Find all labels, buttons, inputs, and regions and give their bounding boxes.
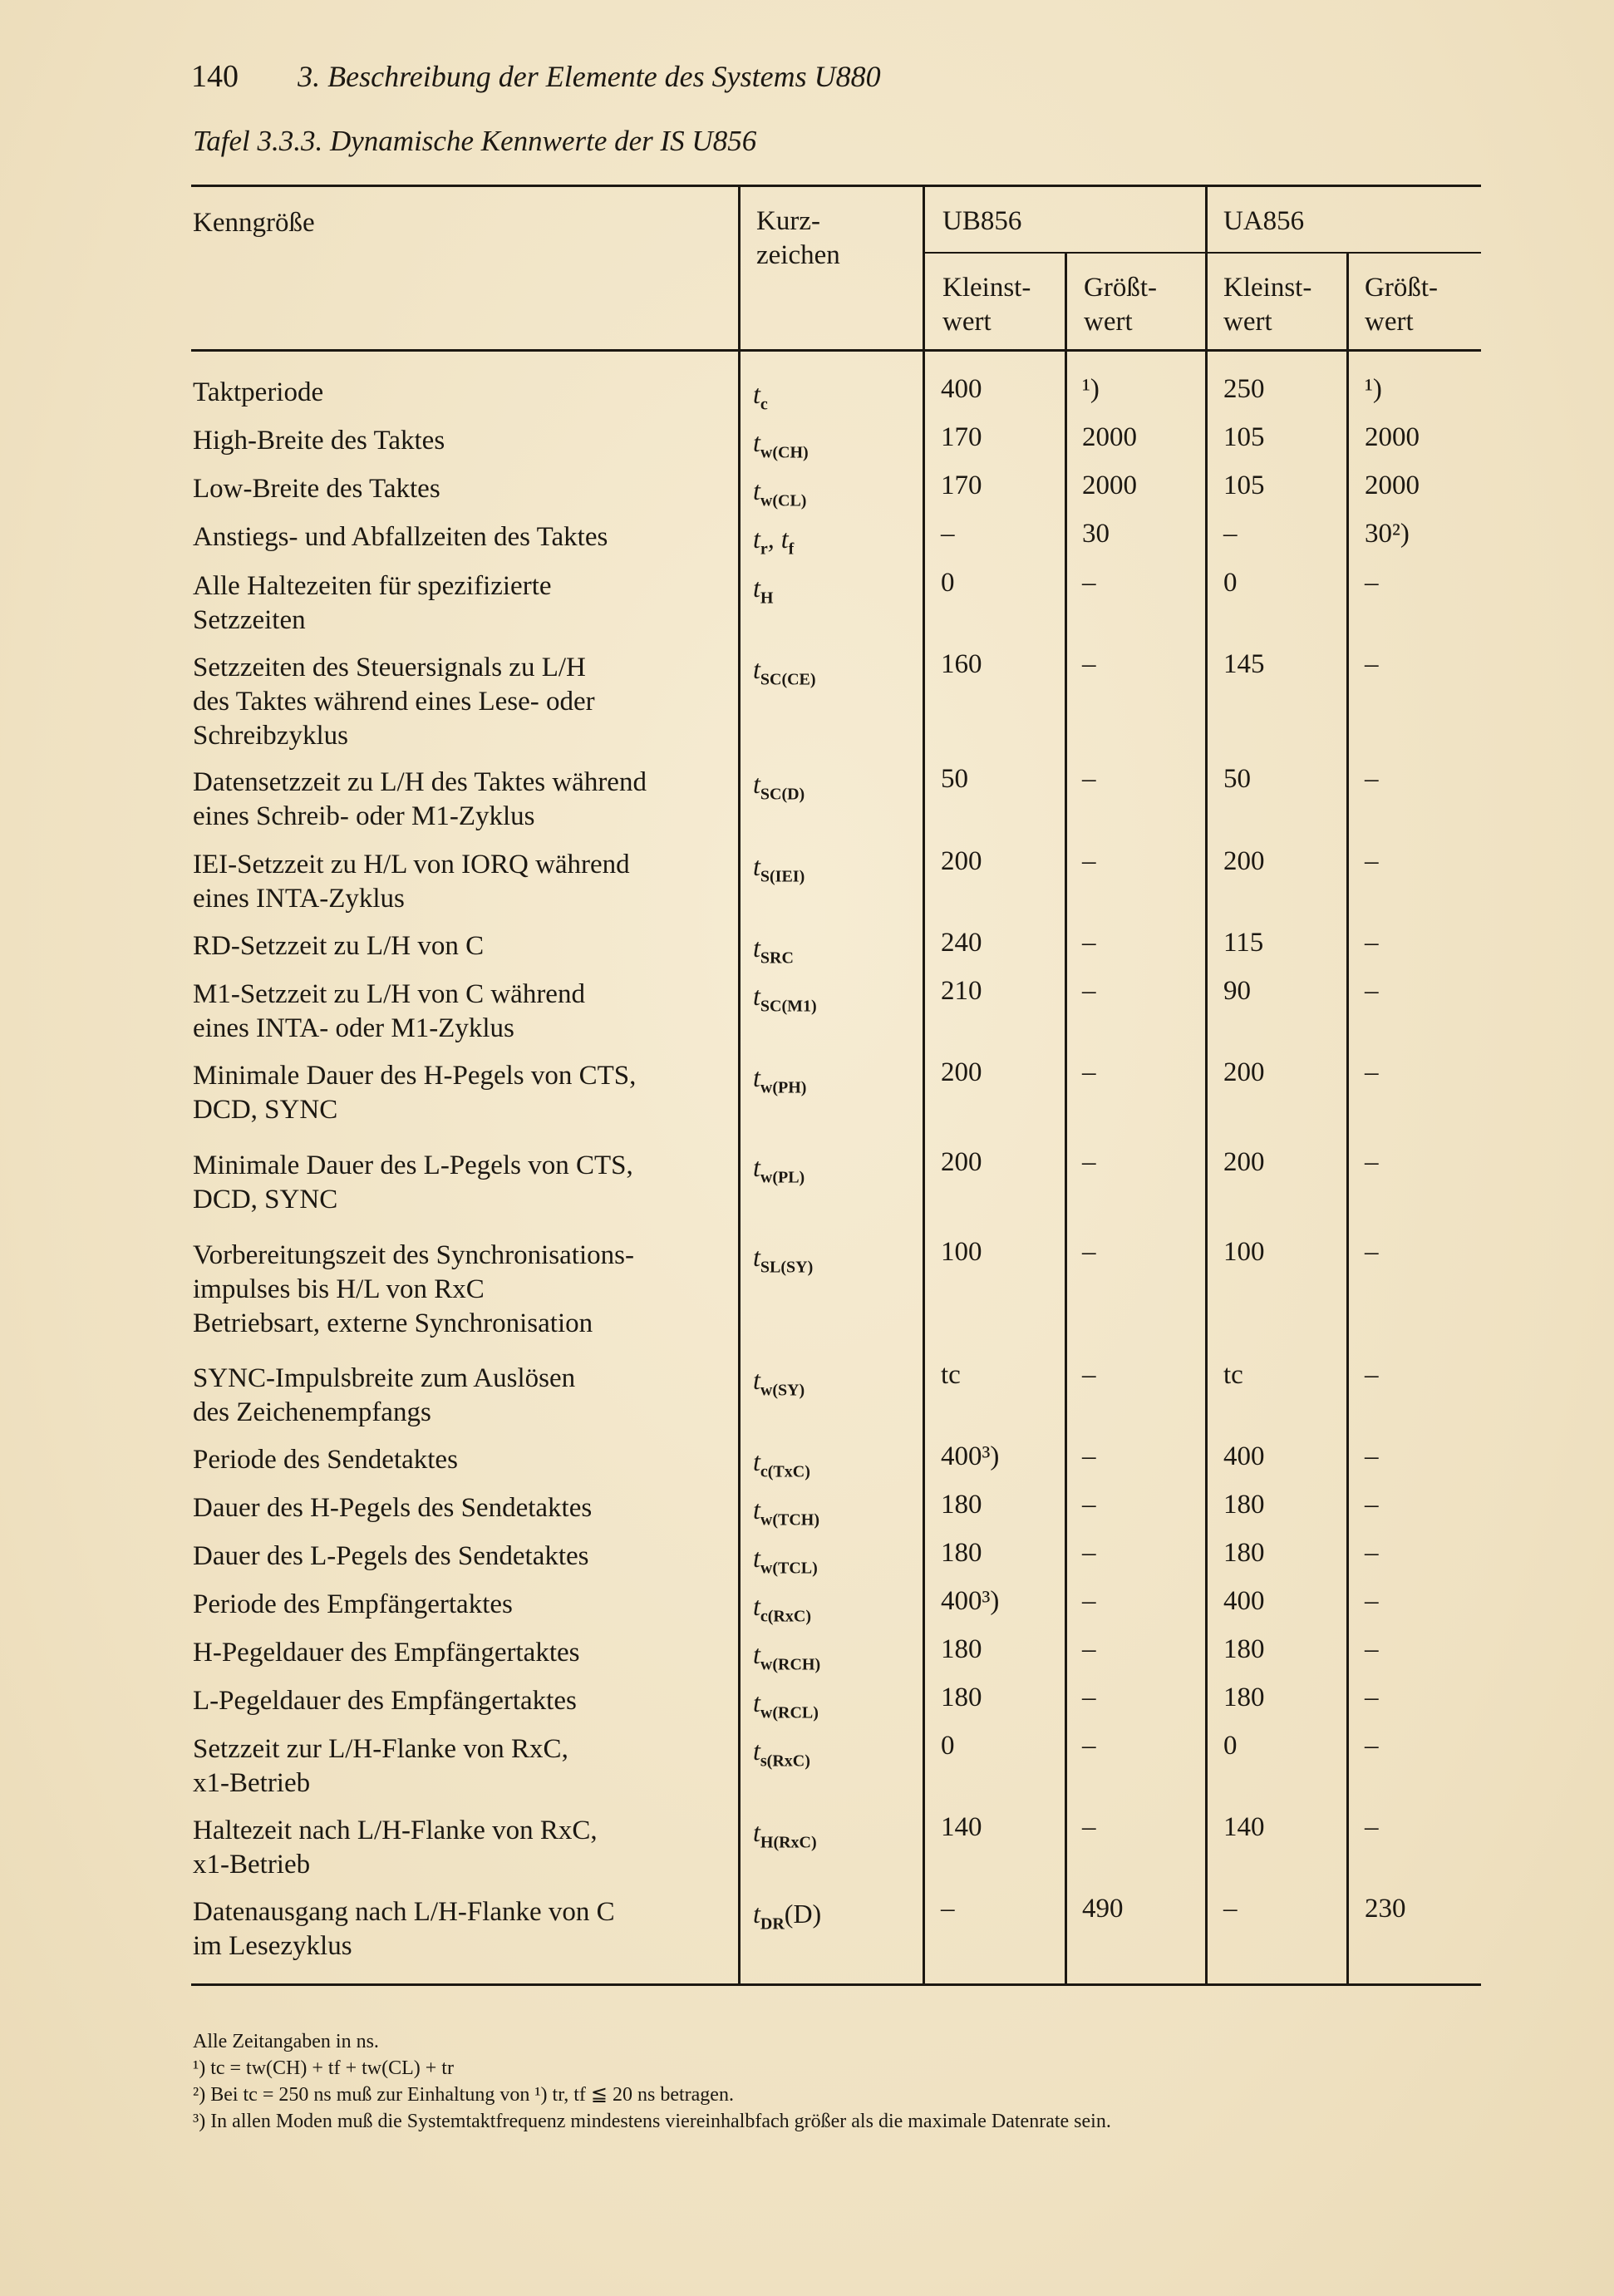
value-ua-max: – — [1365, 1237, 1379, 1267]
col-divider-ub — [923, 187, 925, 1983]
row-label-line: impulses bis H/L von RxC — [193, 1274, 485, 1304]
row-symbol — [753, 475, 806, 510]
header-ua-max-line2: wert — [1365, 307, 1414, 337]
value-ua-max: – — [1365, 568, 1379, 598]
header-ua-min-line2: wert — [1223, 307, 1272, 337]
value-ua-min: 200 — [1223, 1147, 1265, 1177]
value-ub-min: 180 — [941, 1490, 982, 1520]
row-label-line: Datensetzzeit zu L/H des Taktes während — [193, 767, 647, 797]
row-label-line: DCD, SYNC — [193, 1185, 338, 1215]
symbol-subscript: w(CL) — [760, 491, 807, 510]
symbol-base: t — [753, 851, 760, 881]
symbol-subscript: w(RCL) — [760, 1703, 819, 1722]
row-label-line: DCD, SYNC — [193, 1095, 338, 1125]
row-symbol — [753, 1062, 806, 1097]
row-label-line: Setzzeiten — [193, 605, 306, 635]
value-ub-max: – — [1082, 1490, 1096, 1520]
footnote-1: ¹) tc = tw(CH) + tf + tw(CL) + tr — [193, 2057, 454, 2079]
value-ua-max: – — [1365, 1147, 1379, 1177]
symbol-subscript: S(IEI) — [760, 867, 805, 886]
symbol-base: t — [753, 1152, 760, 1182]
symbol-base: t — [753, 654, 760, 684]
symbol-base: t — [753, 1688, 760, 1717]
row-symbol — [753, 1639, 820, 1674]
symbol-base: t — [753, 1639, 760, 1669]
value-ub-min: 180 — [941, 1538, 982, 1568]
symbol-base: t — [753, 981, 760, 1011]
symbol-subscript: H(RxC) — [760, 1833, 817, 1852]
row-symbol — [753, 1543, 818, 1578]
row-label — [193, 1491, 592, 1525]
row-label — [193, 1814, 598, 1882]
row-symbol — [753, 933, 794, 968]
symbol-base: t — [753, 1899, 760, 1929]
value-ua-max: – — [1365, 1360, 1379, 1390]
value-ua-min: 400 — [1223, 1441, 1265, 1471]
value-ub-max: 30 — [1082, 519, 1110, 549]
row-label-line: im Lesezyklus — [193, 1931, 352, 1961]
symbol-base: t — [753, 1736, 760, 1766]
row-label — [193, 929, 484, 963]
header-ub-max-line2: wert — [1084, 307, 1133, 337]
row-label-line: M1-Setzzeit zu L/H von C während — [193, 979, 585, 1009]
symbol-base: t — [753, 1543, 760, 1573]
row-label-line: Minimale Dauer des H-Pegels von CTS, — [193, 1061, 637, 1091]
symbol-subscript: w(PH) — [760, 1078, 807, 1097]
value-ub-max: – — [1082, 649, 1096, 679]
value-ua-max: – — [1365, 1731, 1379, 1761]
symbol-subscript: SC(M1) — [760, 997, 817, 1016]
row-label — [193, 1636, 579, 1670]
row-label-line: Periode des Sendetaktes — [193, 1445, 458, 1475]
header-ub856: UB856 — [942, 206, 1022, 236]
row-label-line: SYNC-Impulsbreite zum Auslösen — [193, 1363, 576, 1393]
value-ua-max: – — [1365, 1538, 1379, 1568]
value-ua-max: – — [1365, 1683, 1379, 1712]
row-symbol — [753, 1591, 811, 1626]
value-ua-max: – — [1365, 928, 1379, 958]
value-ua-min: 145 — [1223, 649, 1265, 679]
row-label-line: Dauer des H-Pegels des Sendetaktes — [193, 1493, 593, 1523]
symbol-subscript: w(CH) — [760, 443, 809, 462]
symbol-base: t — [753, 1062, 760, 1092]
row-symbol — [753, 851, 805, 886]
table-caption: Tafel 3.3.3. Dynamische Kennwerte der IS U856 — [193, 125, 757, 157]
col-divider-ub-inner — [1065, 254, 1067, 1983]
symbol-base: t — [753, 1817, 760, 1847]
value-ub-max: ¹) — [1082, 374, 1100, 404]
row-label-line: x1-Betrieb — [193, 1768, 311, 1798]
symbol-base: t — [753, 379, 760, 409]
value-ub-max: – — [1082, 1057, 1096, 1087]
value-ub-min: 400 — [941, 374, 982, 404]
running-header — [191, 58, 881, 95]
header-ub-max-line1: Größt- — [1084, 273, 1157, 303]
row-label — [193, 1540, 589, 1574]
value-ub-min: 400³) — [941, 1586, 1000, 1616]
symbol-subscript-2: f — [788, 540, 795, 559]
value-ua-min: 105 — [1223, 471, 1265, 500]
row-symbol — [753, 981, 817, 1016]
value-ub-max: 2000 — [1082, 422, 1137, 452]
row-label — [193, 1362, 575, 1430]
row-label — [193, 569, 552, 638]
header-kurz-line1: Kurz- — [756, 206, 820, 236]
value-ua-min: 105 — [1223, 422, 1265, 452]
symbol-subscript: SRC — [760, 948, 794, 968]
value-ua-max: – — [1365, 649, 1379, 679]
value-ua-max: – — [1365, 1812, 1379, 1842]
footnote-2: ²) Bei tc = 250 ns muß zur Einhaltung von ¹) tr, tf ≦ 20 ns betragen. — [193, 2084, 734, 2106]
value-ub-min: 170 — [941, 471, 982, 500]
row-symbol — [753, 573, 773, 608]
value-ua-min: 400 — [1223, 1586, 1265, 1616]
value-ub-min: 0 — [941, 1731, 955, 1761]
row-label — [193, 1059, 636, 1127]
value-ub-min: – — [941, 1894, 955, 1924]
symbol-subscript: r — [760, 540, 768, 559]
row-label — [193, 1239, 634, 1341]
value-ub-min: 180 — [941, 1634, 982, 1664]
row-label — [193, 1588, 513, 1622]
col-divider-symbol — [738, 187, 741, 1983]
value-ub-max: – — [1082, 764, 1096, 794]
value-ua-min: 90 — [1223, 976, 1251, 1006]
row-symbol — [753, 1736, 810, 1771]
row-symbol — [753, 1152, 805, 1187]
value-ua-max: 2000 — [1365, 422, 1420, 452]
value-ub-min: 400³) — [941, 1441, 1000, 1471]
row-label-line: Datenausgang nach L/H-Flanke von C — [193, 1897, 615, 1927]
value-ua-max: – — [1365, 1490, 1379, 1520]
col-divider-ua-inner — [1346, 254, 1349, 1983]
symbol-subscript: SC(CE) — [760, 670, 816, 689]
value-ua-min: 140 — [1223, 1812, 1265, 1842]
row-label — [193, 1149, 633, 1217]
value-ub-max: – — [1082, 1731, 1096, 1761]
header-ub-max — [1084, 271, 1157, 339]
symbol-subscript: c — [760, 395, 768, 414]
value-ub-min: 200 — [941, 1057, 982, 1087]
symbol-subscript: c(RxC) — [760, 1607, 811, 1626]
row-label-line: eines Schreib- oder M1-Zyklus — [193, 801, 535, 831]
row-label-line: eines INTA- oder M1-Zyklus — [193, 1013, 514, 1043]
row-label-line: IEI-Setzzeit zu H/L von IORQ während — [193, 850, 630, 879]
value-ua-min: 250 — [1223, 374, 1265, 404]
value-ub-max: – — [1082, 928, 1096, 958]
value-ua-max: – — [1365, 1634, 1379, 1664]
row-label — [193, 1895, 615, 1963]
row-symbol — [753, 654, 816, 689]
row-label-line: RD-Setzzeit zu L/H von C — [193, 931, 485, 961]
value-ua-max: ¹) — [1365, 374, 1382, 404]
value-ub-min: tc — [941, 1360, 961, 1390]
row-label-line: x1-Betrieb — [193, 1850, 311, 1880]
row-label-line: Vorbereitungszeit des Synchronisations- — [193, 1240, 634, 1270]
symbol-subscript: c(TxC) — [760, 1462, 810, 1481]
row-label — [193, 766, 647, 834]
value-ub-min: 160 — [941, 649, 982, 679]
value-ub-max: – — [1082, 846, 1096, 876]
row-label-line: Betriebsart, externe Synchronisation — [193, 1308, 593, 1338]
table-top-rule — [191, 185, 1481, 187]
group-sub-rule — [924, 252, 1481, 254]
value-ub-max: – — [1082, 1147, 1096, 1177]
row-label — [193, 978, 585, 1046]
value-ub-min: 200 — [941, 846, 982, 876]
value-ua-max: 230 — [1365, 1894, 1406, 1924]
value-ub-max: – — [1082, 976, 1096, 1006]
row-label-line: High-Breite des Taktes — [193, 426, 445, 456]
symbol-base: t — [753, 573, 760, 603]
header-kurzzeichen — [756, 204, 840, 273]
page-number: 140 — [191, 59, 239, 94]
value-ub-min: 180 — [941, 1683, 982, 1712]
value-ua-min: 50 — [1223, 764, 1251, 794]
row-label — [193, 1732, 568, 1801]
symbol-subscript: s(RxC) — [760, 1752, 810, 1771]
symbol-base: t — [753, 1495, 760, 1525]
value-ub-max: – — [1082, 1237, 1096, 1267]
symbol-base: t — [753, 1446, 760, 1476]
value-ub-min: 0 — [941, 568, 955, 598]
row-label — [193, 651, 595, 753]
col-divider-ua — [1205, 187, 1208, 1983]
row-label — [193, 424, 445, 458]
value-ub-min: 240 — [941, 928, 982, 958]
header-ua-min — [1223, 271, 1311, 339]
row-label-line: eines INTA-Zyklus — [193, 884, 405, 914]
row-symbol — [753, 379, 768, 414]
row-symbol — [753, 1446, 810, 1481]
value-ua-max: – — [1365, 1586, 1379, 1616]
symbol-subscript: w(SY) — [760, 1381, 805, 1400]
value-ua-min: 0 — [1223, 1731, 1238, 1761]
value-ua-max: – — [1365, 1441, 1379, 1471]
footnote-3: ³) In allen Moden muß die Systemtaktfrequenz mindestens viereinhalbfach größer als die maximale Datenrate sein. — [193, 2111, 1111, 2132]
row-label — [193, 848, 630, 916]
row-label-line: Haltezeit nach L/H-Flanke von RxC, — [193, 1816, 598, 1845]
header-ua-max — [1365, 271, 1438, 339]
row-symbol — [753, 427, 809, 462]
header-ub-min-line1: Kleinst- — [942, 273, 1031, 303]
value-ua-min: 0 — [1223, 568, 1238, 598]
value-ub-min: – — [941, 519, 955, 549]
symbol-subscript: w(RCH) — [760, 1655, 821, 1674]
symbol-subscript: w(TCH) — [760, 1510, 819, 1530]
value-ua-max: – — [1365, 846, 1379, 876]
header-ua-max-line1: Größt- — [1365, 273, 1438, 303]
row-label-line: Schreibzyklus — [193, 721, 348, 751]
symbol-subscript: w(TCL) — [760, 1559, 818, 1578]
row-symbol — [753, 769, 805, 804]
row-label-line: Periode des Empfängertaktes — [193, 1589, 513, 1619]
row-label-line: Setzzeiten des Steuersignals zu L/H — [193, 653, 586, 682]
symbol-subscript: DR — [760, 1914, 785, 1934]
value-ub-max: – — [1082, 1538, 1096, 1568]
row-symbol — [753, 1817, 817, 1852]
symbol-base: t — [753, 769, 760, 799]
row-label-line: Dauer des L-Pegels des Sendetaktes — [193, 1541, 589, 1571]
row-label-line: des Taktes während eines Lese- oder — [193, 687, 595, 717]
value-ua-max: – — [1365, 976, 1379, 1006]
row-symbol — [753, 1688, 819, 1722]
row-label — [193, 1443, 458, 1477]
symbol-base: t — [753, 933, 760, 963]
value-ua-min: 200 — [1223, 1057, 1265, 1087]
symbol-base: t — [753, 427, 760, 457]
value-ua-min: 115 — [1223, 928, 1264, 958]
table-bottom-rule — [191, 1983, 1481, 1986]
row-symbol — [753, 1495, 819, 1530]
running-title: 3. Beschreibung der Elemente des Systems U880 — [298, 60, 881, 93]
header-ub-min-line2: wert — [942, 307, 992, 337]
value-ua-max: 2000 — [1365, 471, 1420, 500]
header-bottom-rule — [191, 349, 1481, 352]
symbol-suffix: (D) — [784, 1899, 822, 1929]
row-label-line: Minimale Dauer des L-Pegels von CTS, — [193, 1150, 633, 1180]
value-ua-min: tc — [1223, 1360, 1243, 1390]
value-ub-max: – — [1082, 1441, 1096, 1471]
value-ub-min: 50 — [941, 764, 968, 794]
value-ub-min: 210 — [941, 976, 982, 1006]
row-label — [193, 1684, 577, 1718]
header-kurz-line2: zeichen — [756, 240, 840, 270]
value-ub-max: – — [1082, 1586, 1096, 1616]
symbol-base: t — [753, 1242, 760, 1272]
row-label-line: L-Pegeldauer des Empfängertaktes — [193, 1686, 577, 1716]
value-ua-max: – — [1365, 764, 1379, 794]
symbol-base-2: , t — [767, 524, 789, 554]
symbol-base: t — [753, 1591, 760, 1621]
value-ub-max: 490 — [1082, 1894, 1124, 1924]
row-label — [193, 520, 608, 554]
value-ua-max: – — [1365, 1057, 1379, 1087]
symbol-base: t — [753, 524, 760, 554]
row-label — [193, 472, 440, 506]
footnotes — [193, 2028, 1111, 2135]
header-ua-min-line1: Kleinst- — [1223, 273, 1312, 303]
value-ub-max: – — [1082, 1634, 1096, 1664]
value-ub-max: – — [1082, 1683, 1096, 1712]
value-ua-min: 100 — [1223, 1237, 1265, 1267]
symbol-subscript: w(PL) — [760, 1168, 805, 1187]
row-symbol — [753, 524, 794, 559]
value-ub-max: – — [1082, 1360, 1096, 1390]
value-ub-min: 200 — [941, 1147, 982, 1177]
row-label-line: des Zeichenempfangs — [193, 1397, 431, 1427]
value-ub-min: 140 — [941, 1812, 982, 1842]
value-ub-max: – — [1082, 568, 1096, 598]
row-symbol — [753, 1899, 821, 1934]
row-label-line: Taktperiode — [193, 377, 324, 407]
header-ua856: UA856 — [1223, 206, 1305, 236]
row-label-line: Low-Breite des Taktes — [193, 474, 440, 504]
value-ua-min: – — [1223, 1894, 1238, 1924]
row-label-line: H-Pegeldauer des Empfängertaktes — [193, 1638, 580, 1668]
symbol-subscript: H — [760, 589, 774, 608]
row-label-line: Alle Haltezeiten für spezifizierte — [193, 571, 552, 601]
symbol-subscript: SC(D) — [760, 785, 805, 804]
row-label — [193, 376, 323, 410]
value-ub-max: – — [1082, 1812, 1096, 1842]
symbol-base: t — [753, 475, 760, 505]
row-symbol — [753, 1365, 805, 1400]
footnote-units: Alle Zeitangaben in ns. — [193, 2031, 379, 2052]
value-ua-min: 180 — [1223, 1683, 1265, 1712]
value-ua-min: 180 — [1223, 1634, 1265, 1664]
symbol-base: t — [753, 1365, 760, 1395]
value-ub-min: 100 — [941, 1237, 982, 1267]
value-ua-max: 30²) — [1365, 519, 1410, 549]
value-ub-min: 170 — [941, 422, 982, 452]
value-ua-min: 180 — [1223, 1538, 1265, 1568]
symbol-subscript: SL(SY) — [760, 1258, 814, 1277]
header-ub-min — [942, 271, 1031, 339]
row-label-line: Anstiegs- und Abfallzeiten des Taktes — [193, 522, 608, 552]
row-label-line: Setzzeit zur L/H-Flanke von RxC, — [193, 1734, 568, 1764]
value-ub-max: 2000 — [1082, 471, 1137, 500]
value-ua-min: 180 — [1223, 1490, 1265, 1520]
row-symbol — [753, 1242, 813, 1277]
value-ua-min: 200 — [1223, 846, 1265, 876]
value-ua-min: – — [1223, 519, 1238, 549]
header-kenngroesse: Kenngröße — [193, 208, 315, 238]
